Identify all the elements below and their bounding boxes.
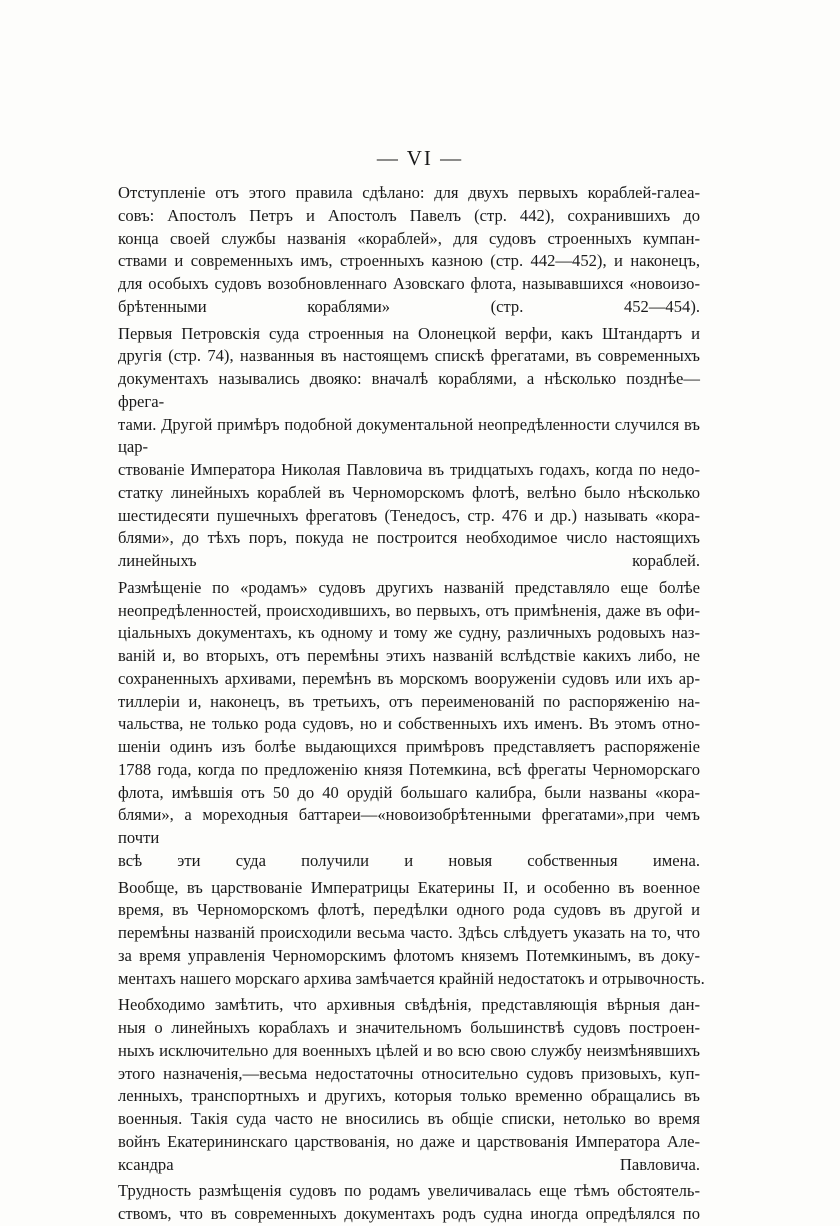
text-line: конца своей службы названія «кораблей», для судовъ строенныхъ кумпан- bbox=[118, 228, 700, 248]
text-line: другія (стр. 74), названныя въ настоящемъ спискѣ фрегатами, въ современныхъ bbox=[118, 346, 700, 366]
text-line: время, въ Черноморскомъ флотѣ, передѣлки одного рода судовъ въ другой и bbox=[118, 900, 700, 920]
text-line: флота, имѣвшія отъ 50 до 40 орудій большаго калибра, были названы «кора- bbox=[118, 782, 700, 802]
body-text bbox=[118, 182, 705, 1226]
text-line: Размѣщеніе по «родамъ» судовъ другихъ названій представляло еще болѣе bbox=[118, 577, 700, 597]
paragraph bbox=[118, 877, 705, 991]
text-line: шестидесяти пушечныхъ фрегатовъ (Тенедосъ, стр. 476 и др.) называть «кора- bbox=[118, 505, 700, 525]
text-line: Трудность размѣщенія судовъ по родамъ увеличивалась еще тѣмъ обстоятель- bbox=[118, 1181, 700, 1201]
text-line: военныя. Такія суда часто не вносились въ общіе списки, нетолько во время bbox=[118, 1109, 700, 1128]
text-line: ваній и, во вторыхъ, отъ перемѣны этихъ названій вслѣдствіе какихъ либо, не bbox=[118, 646, 700, 665]
text-line: ленныхъ, транспортныхъ и другихъ, которыя только временно обращались въ bbox=[118, 1086, 700, 1106]
text-line: Необходимо замѣтить, что архивныя свѣдѣнія, представляющія вѣрныя дан- bbox=[118, 995, 700, 1015]
text-line: ствомъ, что въ современныхъ документахъ родъ судна иногда опредѣлялся по bbox=[118, 1204, 700, 1223]
text-line: этого назначенія,—весьма недостаточны относительно судовъ призовыхъ, куп- bbox=[118, 1063, 700, 1083]
text-line: статку линейныхъ кораблей въ Черноморскомъ флотѣ, велѣно было нѣсколько bbox=[118, 482, 700, 502]
text-line: ныхъ исключительно для военныхъ цѣлей и во всю свою службу неизмѣнявшихъ bbox=[118, 1040, 700, 1060]
text-line: ствованіе Императора Николая Павловича въ тридцатыхъ годахъ, когда по недо- bbox=[118, 460, 700, 479]
text-line: Отступленіе отъ этого правила сдѣлано: для двухъ первыхъ кораблей-галеа- bbox=[118, 183, 700, 202]
text-line: шеніи одинъ изъ болѣе выдающихся примѣровъ представляетъ распоряженіе bbox=[118, 737, 700, 756]
text-line: блями», до тѣхъ поръ, покуда не построится необходимое число настоящихъ bbox=[118, 528, 700, 548]
paragraph bbox=[118, 577, 700, 873]
text-line: Вообще, въ царствованіе Императрицы Екатерины II, и особенно въ военное bbox=[118, 877, 700, 897]
text-line: сохраненныхъ архивами, перемѣнъ въ морскомъ вооруженіи судовъ или ихъ ар- bbox=[118, 668, 700, 688]
text-line: ксандра Павловича. bbox=[118, 1154, 700, 1174]
text-line: тиллеріи и, наконецъ, въ третьихъ, отъ переименованій по распоряженію на- bbox=[118, 691, 700, 711]
text-line: перемѣны названій происходили весьма часто. Здѣсь слѣдуетъ указать на то, что bbox=[118, 923, 700, 942]
text-line: блями», а мореходныя баттареи—«новоизобрѣтенными фрегатами»,при чемъ почти bbox=[118, 805, 700, 847]
text-line: войнъ Екатерининскаго царствованія, но даже и царствованія Императора Але- bbox=[118, 1131, 700, 1151]
text-line: чальства, не только рода судовъ, но и собственныхъ ихъ именъ. Въ этомъ отно- bbox=[118, 714, 700, 734]
text-line: Первыя Петровскія суда строенныя на Олонецкой верфи, какъ Штандартъ и bbox=[118, 323, 700, 343]
text-line: ціальныхъ документахъ, къ одному и тому же судну, различныхъ родовыхъ наз- bbox=[118, 623, 700, 643]
text-line: тами. Другой примѣръ подобной документальной неопредѣленности случился въ цар- bbox=[118, 414, 700, 457]
text-line: для особыхъ судовъ возобновленнаго Азовскаго флота, называвшихся «новоизо- bbox=[118, 274, 700, 293]
paragraph bbox=[118, 994, 700, 1176]
text-line: ствами и современныхъ имъ, строенныхъ казною (стр. 442—452), и наконецъ, bbox=[118, 251, 700, 271]
paragraph bbox=[118, 1180, 700, 1226]
paragraph bbox=[118, 323, 700, 573]
page-number: — VI — bbox=[376, 146, 464, 170]
text-line: неопредѣленностей, происходившихъ, во первыхъ, отъ примѣненія, даже въ офи- bbox=[118, 600, 700, 620]
text-line: ныя о линейныхъ кораблахъ и значительномъ большинствѣ судовъ построен- bbox=[118, 1018, 700, 1037]
text-line: 1788 года, когда по предложенію князя Потемкина, всѣ фрегаты Черноморскаго bbox=[118, 759, 700, 779]
text-line: брѣтенными кораблями» (стр. 452—454). bbox=[118, 296, 700, 316]
text-line: документахъ назывались двояко: вначалѣ кораблями, а нѣсколько позднѣе—фрега- bbox=[118, 369, 700, 411]
text-line: всѣ эти суда получили и новыя собственныя имена. bbox=[118, 850, 700, 870]
text-line: линейныхъ кораблей. bbox=[118, 551, 700, 570]
text-line: совъ: Апостолъ Петръ и Апостолъ Павелъ (стр. 442), сохранившихъ до bbox=[118, 205, 700, 225]
paragraph bbox=[118, 182, 700, 319]
text-line: ментахъ нашего морскаго архива замѣчается крайній недостатокъ и отрывочность. bbox=[118, 968, 705, 988]
text-line: за время управленія Черноморскимъ флотомъ княземъ Потемкинымъ, въ доку- bbox=[118, 945, 700, 965]
